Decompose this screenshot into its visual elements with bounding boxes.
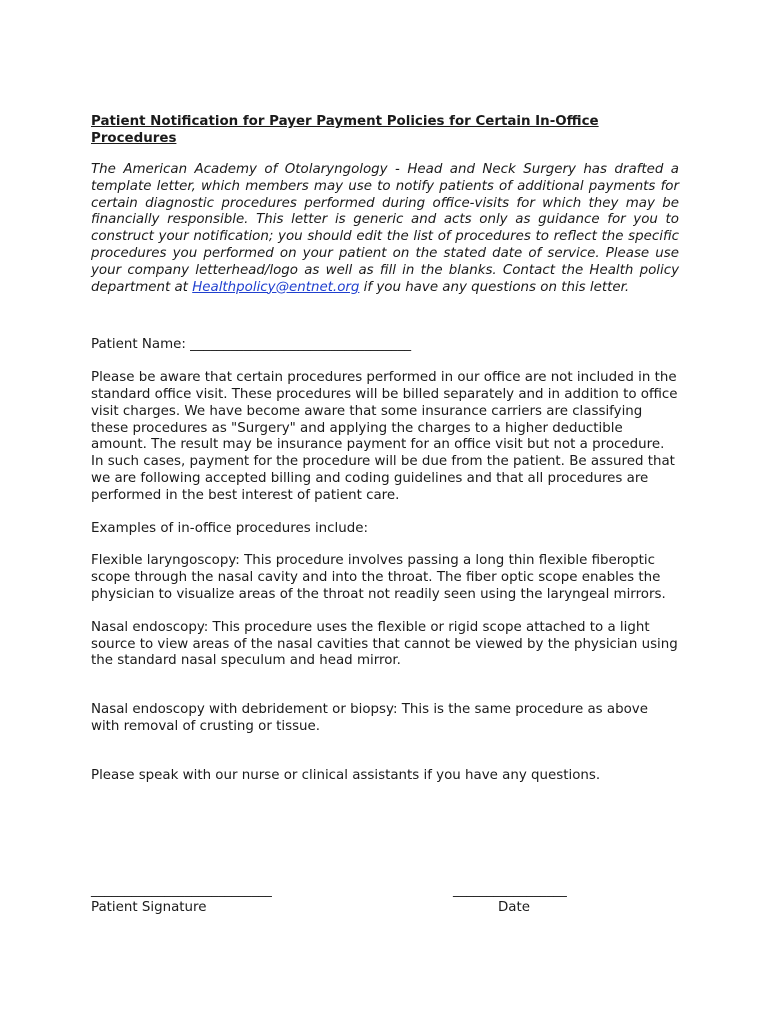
intro-text-end: if you have any questions on this letter. (359, 279, 630, 295)
notice-paragraph: Please be aware that certain procedures performed in our office are not included in the standard office visit. These procedures will be billed separately and in addition to office visit charges. We have become aware that some insurance carriers are classifying these procedures as "Surgery" and applying the charges to a higher deductible amount. The result may be insurance payment for an office visit but not a procedure. In such cases, payment for the procedure will be due from the patient. Be assured that we are following accepted billing and coding guidelines and that all procedures are performed in the best interest of patient care. (91, 370, 678, 503)
document-title: Patient Notification for Payer Payment Policies for Certain In-Office Procedures (91, 114, 599, 146)
signature-line: ___________________________ (91, 883, 272, 898)
letter-body (91, 113, 679, 785)
health-policy-email-link[interactable]: Healthpolicy@entnet.org (192, 279, 360, 295)
patient-name-field: Patient Name: _________________________________ (91, 337, 412, 353)
intro-paragraph (91, 162, 679, 296)
date-label: Date (498, 900, 531, 915)
intro-text: The American Academy of Otolaryngology - Head and Neck Surgery has drafted a template letter, which members may use to notify patients of additional payments for certain diagnostic procedures performed during office-visits for which they may be financially responsible. This letter is generic and acts only as guidance for you to construct your notification; you should edit the list of procedures to reflect the specific procedures you performed on your patient on the stated date of service. Please use your company letterhead/logo as well as fill in the blanks. Contact the Health policy department at (91, 162, 679, 295)
procedure-nasal-endoscopy: Nasal endoscopy: This procedure uses the flexible or rigid scope attached to a light source to view areas of the nasal cavities that cannot be viewed by the physician using the standard nasal speculum and head mirror. (91, 619, 678, 669)
signature-block (91, 883, 679, 923)
examples-heading: Examples of in-office procedures include: (91, 520, 368, 536)
procedure-debridement: Nasal endoscopy with debridement or biopsy: This is the same procedure as above with removal of crusting or tissue. (91, 702, 648, 734)
date-line: _________________ (453, 883, 567, 898)
signature-label: Patient Signature (91, 900, 207, 915)
closing-paragraph: Please speak with our nurse or clinical assistants if you have any questions. (91, 767, 601, 783)
procedure-laryngoscopy: Flexible laryngoscopy: This procedure involves passing a long thin flexible fiberoptic scope through the nasal cavity and into the throat. The fiber optic scope enables the physician to visualize areas of the throat not readily seen using the laryngeal mirrors. (91, 553, 666, 602)
